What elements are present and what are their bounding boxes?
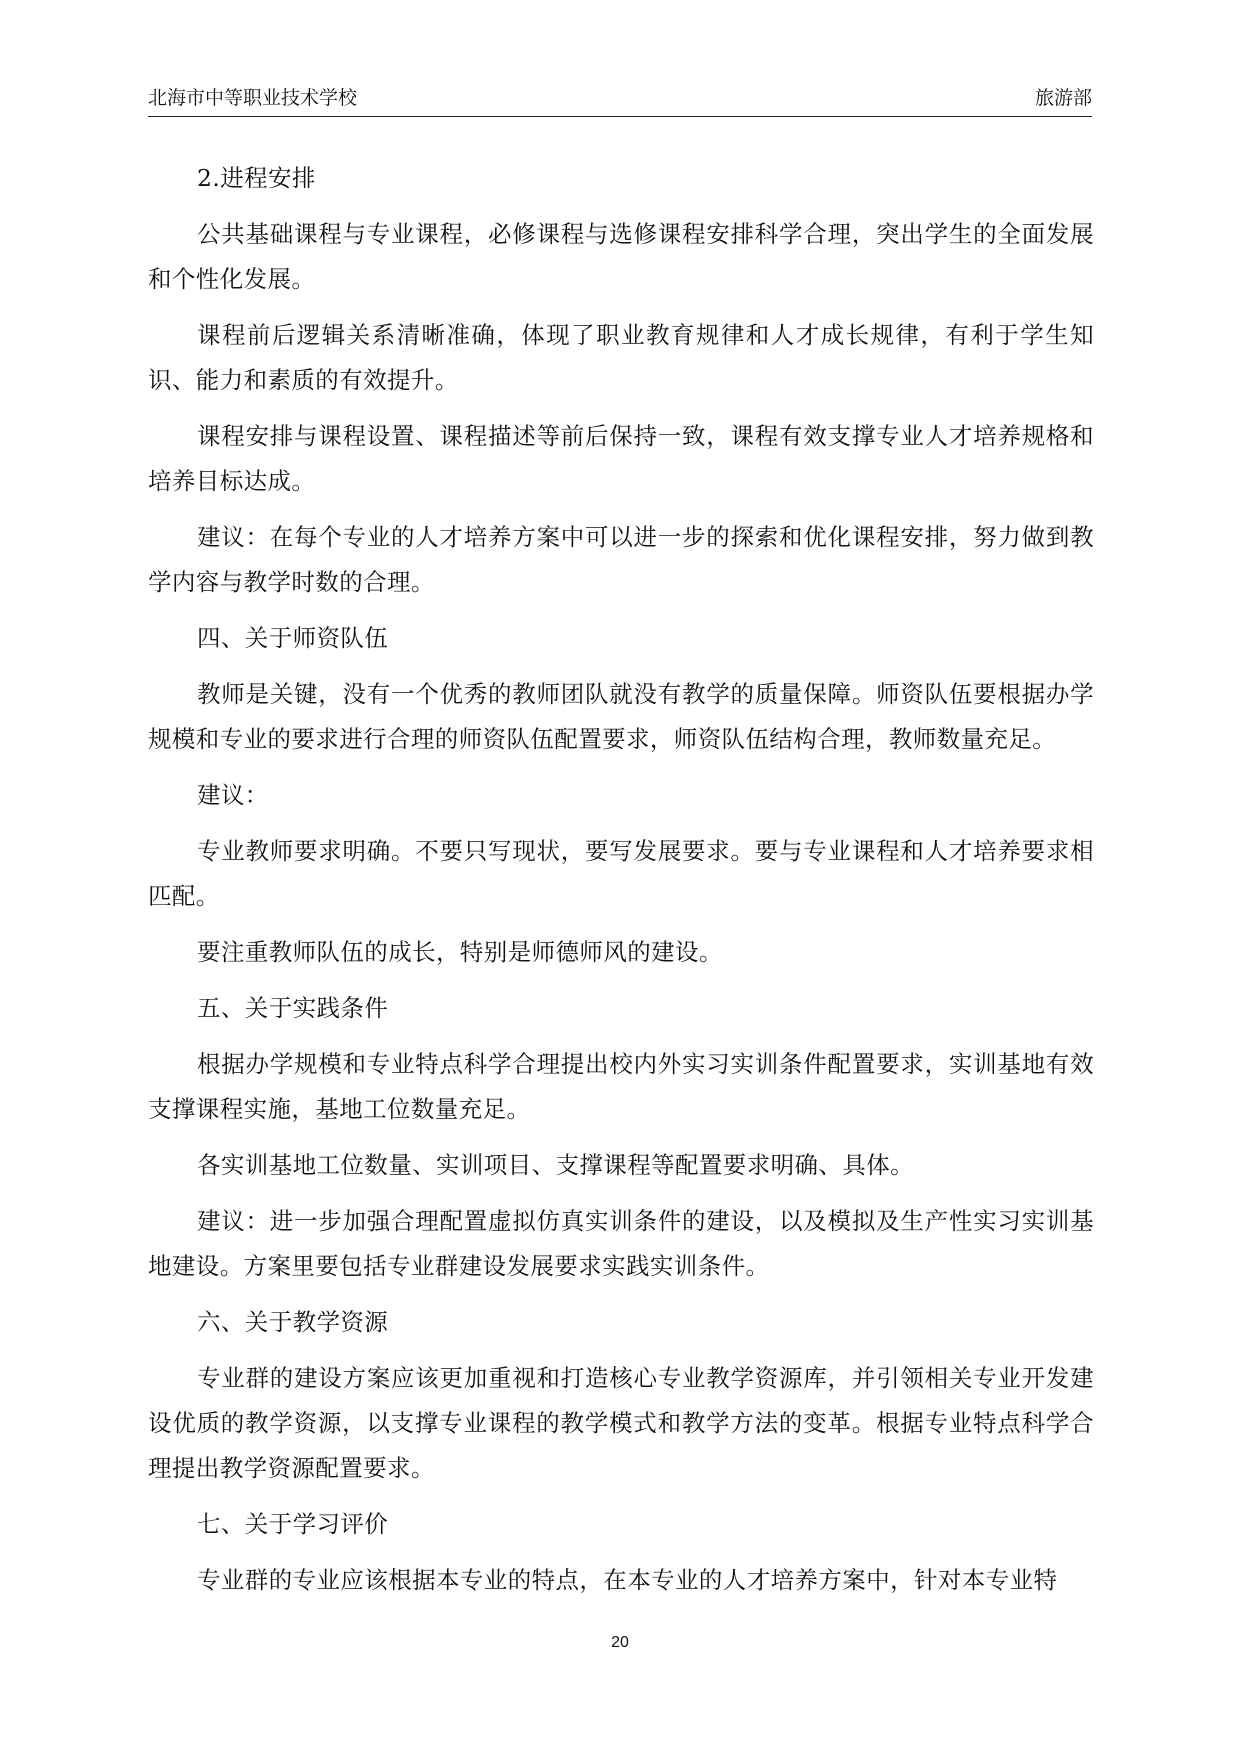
page-header (148, 86, 1092, 117)
header-school-name: 北海市中等职业技术学校 (148, 87, 358, 109)
section-heading: 七、关于学习评价 (197, 1510, 389, 1538)
paragraph: 专业群的建设方案应该更加重视和打造核心专业教学资源库，并引领相关专业开发建设优质的教学资源，以支撑专业课程的教学模式和教学方法的变革。根据专业特点科学合理提出教学资源配置要求。 (148, 1364, 1094, 1482)
paragraph: 专业群的专业应该根据本专业的特点，在本专业的人才培养方案中，针对本专业特 (197, 1566, 1058, 1594)
paragraph: 专业教师要求明确。不要只写现状，要写发展要求。要与专业课程和人才培养要求相匹配。 (148, 837, 1094, 910)
paragraph: 要注重教师队伍的成长，特别是师德师风的建设。 (197, 938, 723, 966)
paragraph: 建议：在每个专业的人才培养方案中可以进一步的探索和优化课程安排，努力做到教学内容与教学时数的合理。 (148, 523, 1094, 596)
paragraph: 教师是关键，没有一个优秀的教师团队就没有教学的质量保障。师资队伍要根据办学规模和专业的要求进行合理的师资队伍配置要求，师资队伍结构合理，教师数量充足。 (148, 680, 1094, 753)
section-heading: 五、关于实践条件 (197, 994, 389, 1022)
document-body (148, 156, 1094, 1614)
paragraph: 建议：进一步加强合理配置虚拟仿真实训条件的建设，以及模拟及生产性实习实训基地建设。方案里要包括专业群建设发展要求实践实训条件。 (148, 1207, 1094, 1280)
paragraph: 根据办学规模和专业特点科学合理提出校内外实习实训条件配置要求，实训基地有效支撑课程实施，基地工位数量充足。 (148, 1050, 1094, 1123)
paragraph: 课程安排与课程设置、课程描述等前后保持一致，课程有效支撑专业人才培养规格和培养目标达成。 (148, 422, 1094, 495)
section-heading: 六、关于教学资源 (197, 1308, 389, 1336)
paragraph: 各实训基地工位数量、实训项目、支撑课程等配置要求明确、具体。 (197, 1151, 914, 1179)
paragraph: 课程前后逻辑关系清晰准确，体现了职业教育规律和人才成长规律，有利于学生知识、能力和素质的有效提升。 (148, 321, 1094, 394)
section-heading: 2.进程安排 (197, 164, 316, 192)
paragraph: 公共基础课程与专业课程，必修课程与选修课程安排科学合理，突出学生的全面发展和个性化发展。 (148, 220, 1094, 293)
page-number: 20 (611, 1634, 629, 1651)
section-heading: 四、关于师资队伍 (197, 624, 389, 652)
header-department: 旅游部 (1034, 87, 1092, 109)
section-heading: 建议： (197, 781, 269, 809)
